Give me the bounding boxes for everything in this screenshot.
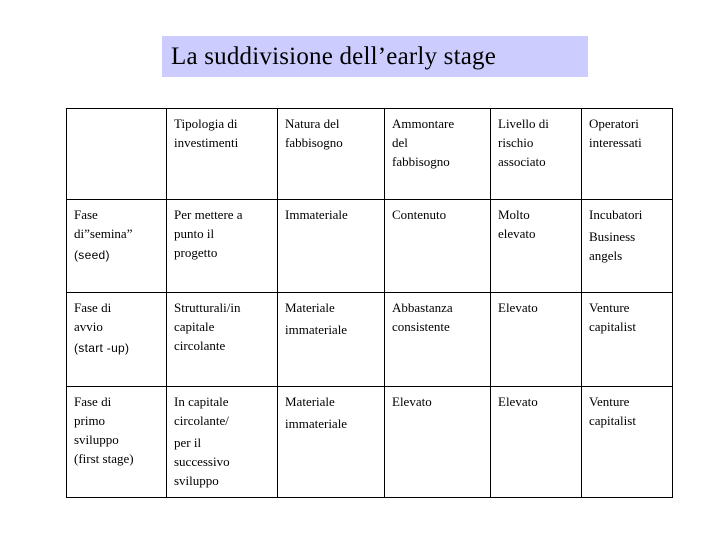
header-text: Operatori bbox=[589, 116, 639, 131]
livello-cell bbox=[491, 387, 582, 498]
cell-text: (first stage) bbox=[74, 451, 134, 466]
header-text: fabbisogno bbox=[285, 135, 343, 150]
operatori-cell bbox=[582, 200, 673, 293]
header-cell-ammontare bbox=[385, 109, 491, 200]
cell-text: immateriale bbox=[285, 322, 348, 337]
cell-text: capitale bbox=[174, 319, 215, 334]
cell-text: primo bbox=[74, 413, 106, 428]
header-cell-empty bbox=[67, 109, 167, 200]
header-text: Livello di bbox=[498, 116, 549, 131]
cell-text: Elevato bbox=[498, 300, 538, 315]
cell-text: (seed) bbox=[74, 248, 110, 262]
ammontare-cell bbox=[385, 200, 491, 293]
cell-text: Abbastanza bbox=[392, 300, 453, 315]
cell-text: Molto bbox=[498, 207, 530, 222]
slide-title bbox=[162, 36, 588, 77]
cell-text: Elevato bbox=[498, 394, 538, 409]
header-cell-livello bbox=[491, 109, 582, 200]
natura-cell bbox=[278, 200, 385, 293]
header-text: Tipologia di bbox=[174, 116, 238, 131]
cell-text: punto il bbox=[174, 226, 215, 241]
cell-text: (start -up) bbox=[74, 341, 130, 355]
cell-text: Venture bbox=[589, 300, 630, 315]
cell-text: circolante bbox=[174, 338, 226, 353]
cell-text: Per mettere a bbox=[174, 207, 243, 222]
cell-text: Contenuto bbox=[392, 207, 447, 222]
phase-cell bbox=[67, 200, 167, 293]
table-row-start-up bbox=[67, 293, 673, 387]
header-cell-natura bbox=[278, 109, 385, 200]
cell-text: elevato bbox=[498, 226, 536, 241]
cell-text: Fase di bbox=[74, 394, 112, 409]
table-row-first-stage bbox=[67, 387, 673, 498]
tipologia-cell bbox=[167, 387, 278, 498]
cell-text: Business bbox=[589, 229, 636, 244]
cell-text: sviluppo bbox=[174, 473, 219, 488]
cell-text: avvio bbox=[74, 319, 103, 334]
header-text: fabbisogno bbox=[392, 154, 450, 169]
cell-text: Immateriale bbox=[285, 207, 348, 222]
header-text: Natura del bbox=[285, 116, 340, 131]
operatori-cell bbox=[582, 293, 673, 387]
cell-text: Materiale bbox=[285, 300, 335, 315]
operatori-cell bbox=[582, 387, 673, 498]
natura-cell bbox=[278, 293, 385, 387]
header-text: investimenti bbox=[174, 135, 239, 150]
cell-text: consistente bbox=[392, 319, 450, 334]
table-row-seed bbox=[67, 200, 673, 293]
cell-text: immateriale bbox=[285, 416, 348, 431]
cell-text: per il bbox=[174, 435, 202, 450]
header-text: rischio bbox=[498, 135, 534, 150]
header-text: interessati bbox=[589, 135, 642, 150]
header-text: Ammontare bbox=[392, 116, 455, 131]
header-text: associato bbox=[498, 154, 546, 169]
cell-text: Incubatori bbox=[589, 207, 643, 222]
phase-cell bbox=[67, 387, 167, 498]
cell-text: Strutturali/in bbox=[174, 300, 241, 315]
cell-text: angels bbox=[589, 248, 623, 263]
early-stage-table bbox=[66, 108, 673, 498]
tipologia-cell bbox=[167, 200, 278, 293]
header-cell-tipologia bbox=[167, 109, 278, 200]
cell-text: progetto bbox=[174, 245, 218, 260]
ammontare-cell bbox=[385, 293, 491, 387]
cell-text: Fase di bbox=[74, 300, 112, 315]
header-row bbox=[67, 109, 673, 200]
header-cell-operatori bbox=[582, 109, 673, 200]
natura-cell bbox=[278, 387, 385, 498]
ammontare-cell bbox=[385, 387, 491, 498]
cell-text: capitalist bbox=[589, 319, 636, 334]
cell-text: di”semina” bbox=[74, 226, 133, 241]
cell-text: Materiale bbox=[285, 394, 335, 409]
cell-text: Venture bbox=[589, 394, 630, 409]
slide-title-text: La suddivisione dell’early stage bbox=[171, 43, 497, 70]
livello-cell bbox=[491, 293, 582, 387]
header-text: del bbox=[392, 135, 408, 150]
cell-text: Fase bbox=[74, 207, 98, 222]
cell-text: sviluppo bbox=[74, 432, 119, 447]
phase-cell bbox=[67, 293, 167, 387]
cell-text: circolante/ bbox=[174, 413, 229, 428]
tipologia-cell bbox=[167, 293, 278, 387]
cell-text: successivo bbox=[174, 454, 230, 469]
cell-text: In capitale bbox=[174, 394, 229, 409]
livello-cell bbox=[491, 200, 582, 293]
cell-text: capitalist bbox=[589, 413, 636, 428]
cell-text: Elevato bbox=[392, 394, 432, 409]
